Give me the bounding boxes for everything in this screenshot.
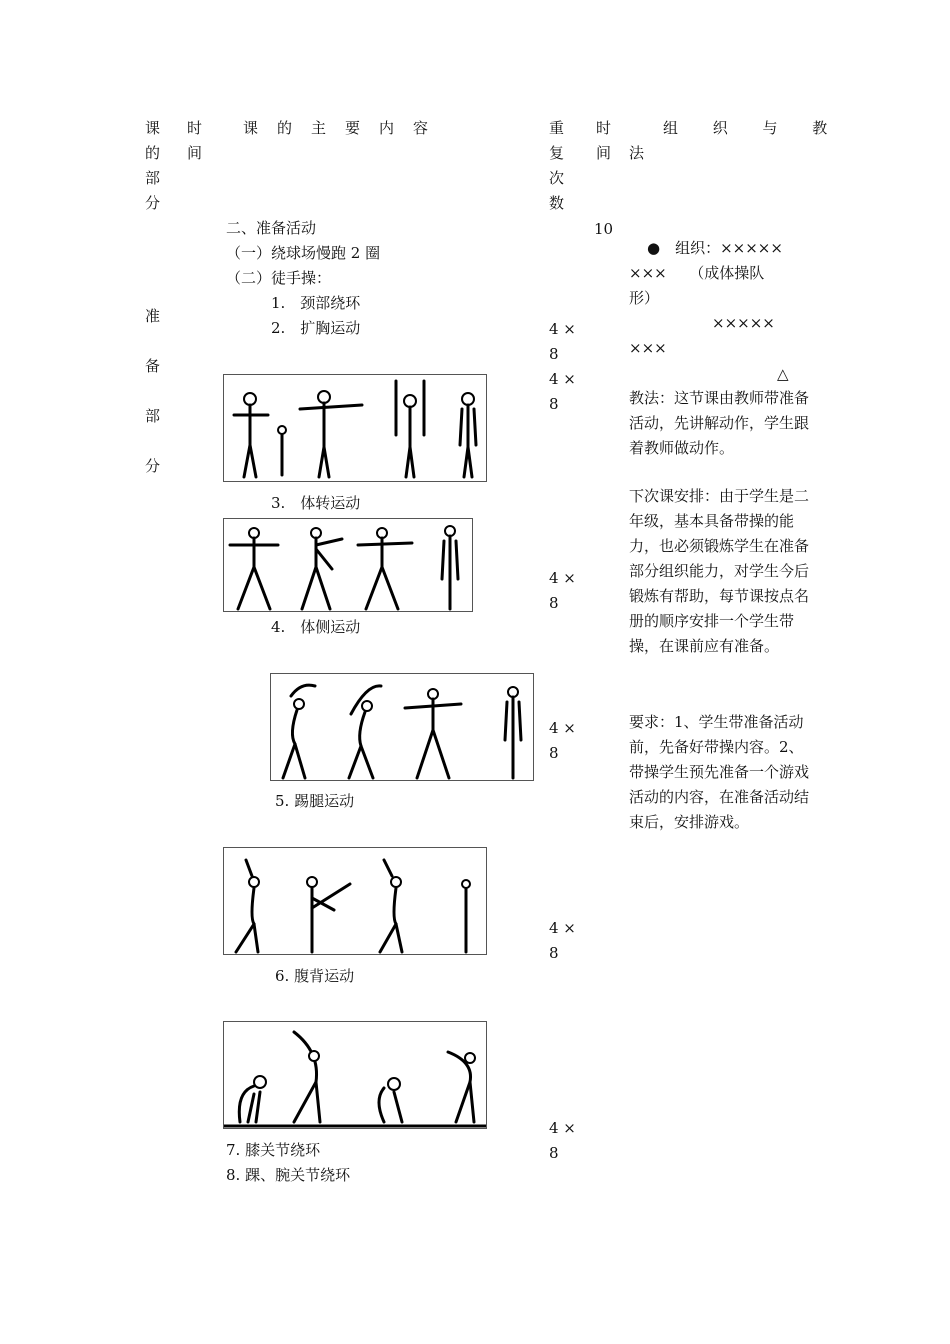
exercise-3: 3. 体转运动 xyxy=(271,494,361,512)
time-value: 10 xyxy=(594,220,614,238)
reps-1: 4 × 8 xyxy=(549,320,576,363)
abdomen-back-figures xyxy=(223,1021,487,1129)
requirements: 要求：1、学生带准备活动前，先备好带操内容。2、带操学生预先准备一个游戏活动的内容，在准备活动结束后，安排游戏。 xyxy=(629,713,810,831)
content-title: 二、准备活动 xyxy=(226,219,317,237)
exercise-2: 2. 扩胸运动 xyxy=(271,319,361,337)
exercise-5: 5. 踢腿运动 xyxy=(275,792,355,810)
header-organization-method: 组 织 与 教 xyxy=(663,119,843,137)
exercise-8: 8. 踝、腕关节绕环 xyxy=(226,1166,351,1184)
teaching-method: 教法：这节课由教师带准备活动，先讲解动作，学生跟着教师做动作。 xyxy=(629,389,810,457)
org-formation-line4: ××××× xyxy=(712,314,775,332)
content-item-calisthenics: （二）徒手操： xyxy=(226,269,332,287)
leg-kick-figures xyxy=(223,847,487,955)
org-formation-line5: ××× xyxy=(629,339,667,357)
org-formation-line2: ××× （成体操队 xyxy=(629,264,765,282)
header-organization-method-2: 法 xyxy=(629,144,645,162)
exercise-1: 1. 颈部绕环 xyxy=(271,294,361,312)
exercise-4: 4. 体侧运动 xyxy=(271,618,361,636)
org-formation-line3: 形） xyxy=(629,289,660,307)
exercise-6: 6. 腹背运动 xyxy=(275,967,355,985)
reps-3: 4 × 8 xyxy=(549,569,576,612)
header-time-2: 时 间 xyxy=(596,119,612,162)
exercise-7: 7. 膝关节绕环 xyxy=(226,1141,321,1159)
reps-4: 4 × 8 xyxy=(549,719,576,762)
section-label-preparation: 准 备 部 分 xyxy=(145,307,161,475)
chest-expansion-figures xyxy=(223,374,487,482)
header-repetitions: 重 复 次 数 xyxy=(549,119,565,212)
header-main-content: 课的主要内容 xyxy=(243,119,448,137)
header-time: 时 间 xyxy=(187,119,203,162)
next-class-plan: 下次课安排：由于学生是二年级，基本具备带操的能力，也必须锻炼学生在准备部分组织能力，对学生今后锻炼有帮助，每节课按点名册的顺序安排一个学生带操，在课前应有准备。 xyxy=(629,487,810,655)
header-lesson-part: 课 的 部 分 xyxy=(145,119,161,212)
content-item-jog: （一）绕球场慢跑 2 圈 xyxy=(226,244,381,262)
teacher-triangle-icon: △ xyxy=(777,365,789,383)
reps-2: 4 × 8 xyxy=(549,370,576,413)
reps-5: 4 × 8 xyxy=(549,919,576,962)
side-bend-figures xyxy=(270,673,534,781)
org-formation-line1: ● 组织：××××× xyxy=(647,239,783,257)
reps-6: 4 × 8 xyxy=(549,1119,576,1162)
body-twist-figures xyxy=(223,518,473,612)
